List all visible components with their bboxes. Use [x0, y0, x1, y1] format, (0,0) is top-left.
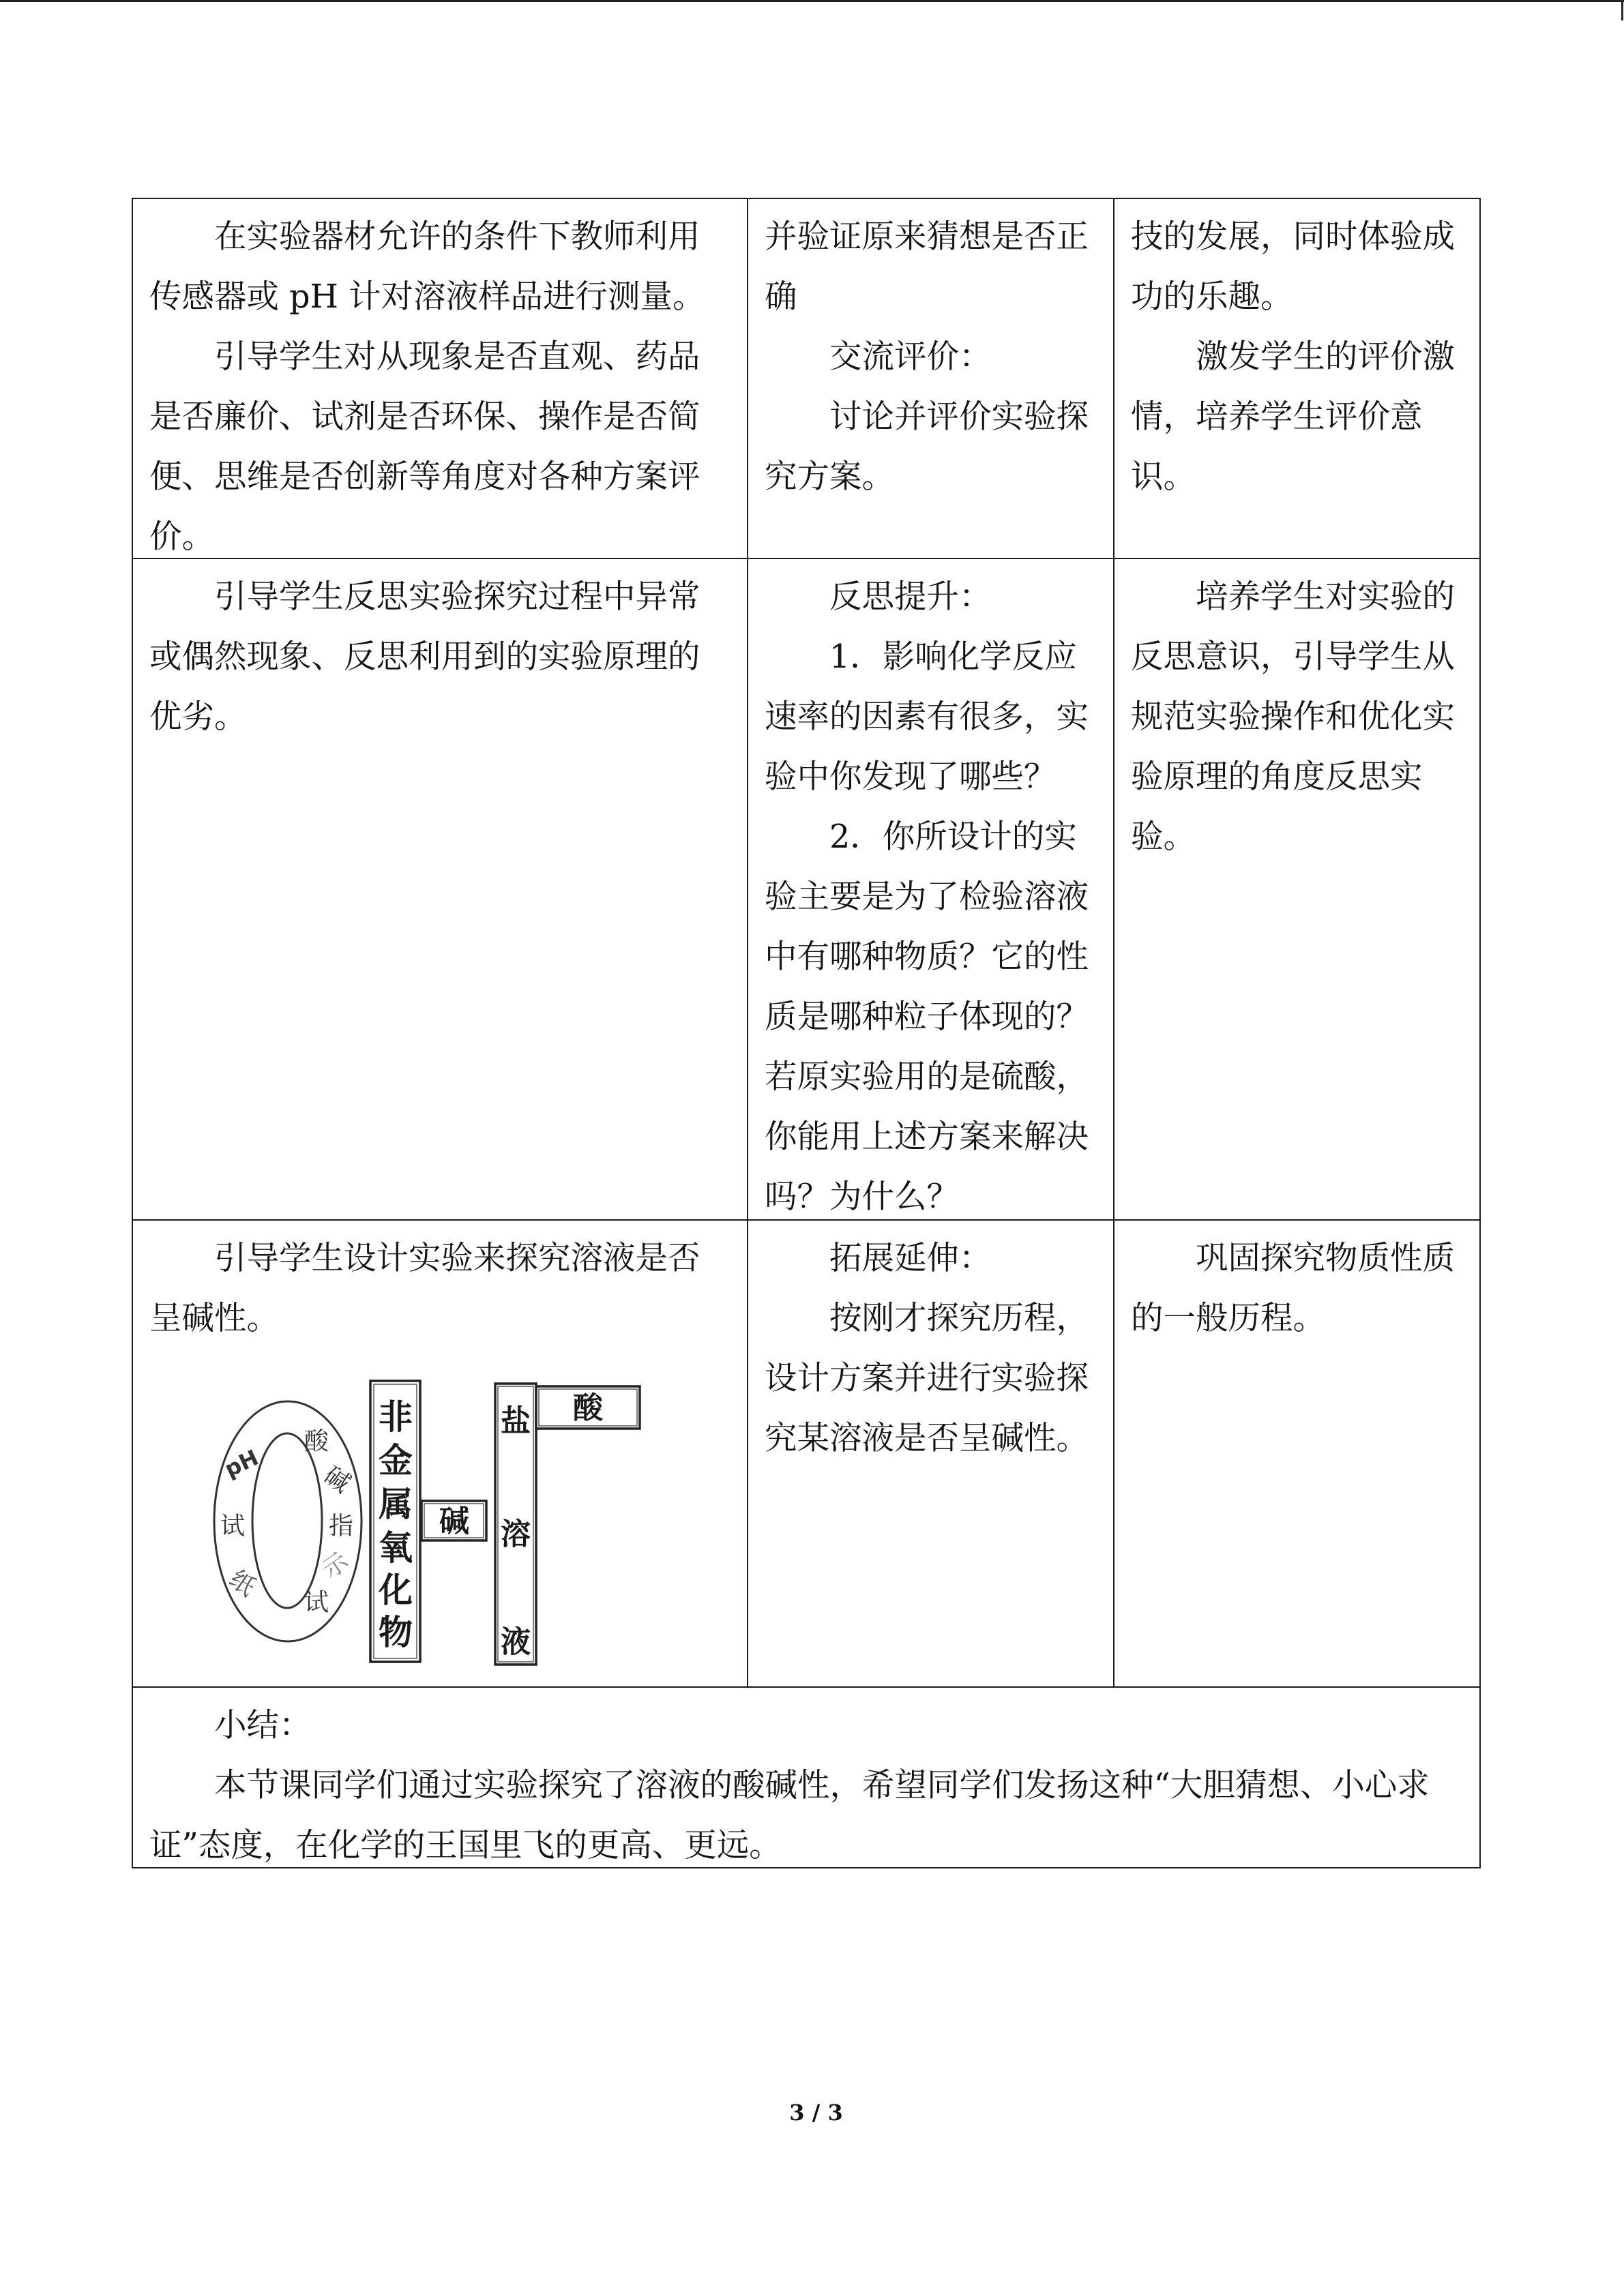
page-edge-corner-line	[1621, 0, 1623, 20]
teacher-activity-line: 是否廉价、试剂是否环保、操作是否简	[149, 398, 700, 436]
nonmetal-oxide-char: 属	[379, 1485, 413, 1524]
student-activity-line: 质是哪种粒子体现的？	[765, 998, 1089, 1036]
row-2-student-activity-cell	[747, 558, 1114, 1221]
student-activity-line: 2．你所设计的实	[829, 818, 1077, 856]
page-edge-line	[0, 0, 1624, 2]
teacher-activity-line: 传感器或 pH 计对溶液样品进行测量。	[149, 278, 705, 316]
ring-label-right: 酸	[304, 1427, 329, 1456]
teacher-activity-line: 引导学生反思实验探究过程中异常	[214, 578, 700, 616]
row-3-student-activity-cell	[747, 1219, 1114, 1688]
row-3-design-intent-cell	[1113, 1219, 1481, 1688]
nonmetal-oxide-char: 非	[379, 1397, 413, 1437]
ring-label-right: 指	[328, 1512, 354, 1540]
student-activity-line: 确	[765, 278, 797, 316]
ring-label-left: pH	[220, 1444, 263, 1482]
teacher-activity-line: 引导学生对从现象是否直观、药品	[214, 338, 700, 376]
teacher-activity-line: 或偶然现象、反思利用到的实验原理的	[149, 638, 700, 676]
acid-label: 酸	[573, 1390, 603, 1426]
row-2-teacher-activity-cell	[132, 558, 748, 1221]
salt-solution-char: 盐	[501, 1403, 531, 1439]
summary-line: 证”态度，在化学的王国里飞的更高、更远。	[149, 1827, 782, 1864]
design-intent-line: 的一般历程。	[1131, 1300, 1325, 1337]
design-intent-line: 培养学生对实验的	[1196, 578, 1455, 616]
student-activity-line: 并验证原来猜想是否正	[765, 218, 1089, 256]
student-activity-line: 讨论并评价实验探	[829, 398, 1089, 436]
row-1-design-intent-cell	[1113, 198, 1481, 559]
student-activity-heading: 反思提升：	[829, 578, 992, 616]
student-activity-line: 验主要是为了检验溶液	[765, 878, 1089, 916]
design-intent-line: 情，培养学生评价意	[1131, 398, 1423, 436]
student-activity-line: 设计方案并进行实验探	[765, 1360, 1089, 1397]
teacher-activity-line: 优劣。	[149, 698, 247, 736]
nonmetal-oxide-char: 氧	[379, 1528, 413, 1568]
nonmetal-oxide-char: 金	[379, 1441, 413, 1480]
student-activity-line: 吗？为什么？	[765, 1178, 959, 1216]
summary-line: 本节课同学们通过实验探究了溶液的酸碱性，希望同学们发扬这种“大胆猜想、小心求	[214, 1767, 1430, 1804]
design-intent-line: 巩固探究物质性质	[1196, 1240, 1455, 1277]
teacher-activity-line: 引导学生设计实验来探究溶液是否	[214, 1240, 700, 1277]
design-intent-line: 技的发展，同时体验成	[1131, 218, 1455, 256]
student-activity-line: 若原实验用的是硫酸，	[765, 1058, 1089, 1096]
teacher-activity-line: 便、思维是否创新等角度对各种方案评	[149, 458, 700, 496]
base-label: 碱	[439, 1504, 469, 1539]
indicator-ring-inner	[252, 1433, 322, 1608]
student-activity-line: 你能用上述方案来解决	[765, 1118, 1089, 1156]
design-intent-line: 识。	[1131, 458, 1196, 496]
student-activity-line: 验中你发现了哪些？	[765, 758, 1057, 796]
design-intent-line: 激发学生的评价激	[1196, 338, 1455, 376]
row-1-teacher-activity-cell	[132, 198, 748, 559]
student-activity-line: 中有哪种物质？它的性	[765, 938, 1089, 976]
teacher-activity-line: 在实验器材允许的条件下教师利用	[214, 218, 700, 256]
student-activity-heading: 拓展延伸：	[829, 1240, 992, 1277]
design-intent-line: 验。	[1131, 818, 1196, 856]
teacher-activity-line: 价。	[149, 518, 214, 556]
design-intent-line: 反思意识，引导学生从	[1131, 638, 1455, 676]
salt-solution-char: 液	[501, 1624, 531, 1660]
page-number: 3 / 3	[789, 2100, 843, 2126]
design-intent-line: 验原理的角度反思实	[1131, 758, 1423, 796]
ring-label-right: 示	[317, 1547, 354, 1585]
student-activity-line: 究某溶液是否呈碱性。	[765, 1420, 1089, 1457]
ring-label-right: 碱	[319, 1461, 355, 1499]
student-activity-line: 究方案。	[765, 458, 894, 496]
nonmetal-oxide-char: 化	[379, 1570, 413, 1610]
row-2-design-intent-cell	[1113, 558, 1481, 1221]
student-activity-line: 按刚才探究历程，	[829, 1300, 1089, 1337]
salt-solution-char: 溶	[501, 1517, 531, 1552]
ring-label-right: 试	[304, 1588, 329, 1617]
student-activity-line: 速率的因素有很多，实	[765, 698, 1089, 736]
teacher-activity-line: 呈碱性。	[149, 1300, 279, 1337]
design-intent-line: 规范实验操作和优化实	[1131, 698, 1455, 736]
ring-label-left: 试	[220, 1512, 246, 1540]
ring-label-left: 纸	[224, 1564, 261, 1602]
row-1-student-activity-cell	[747, 198, 1114, 559]
summary-cell	[132, 1686, 1481, 1868]
summary-heading: 小结：	[214, 1707, 312, 1744]
acid-base-property-diagram	[198, 1371, 662, 1678]
student-activity-line: 1．影响化学反应	[829, 638, 1077, 676]
nonmetal-oxide-char: 物	[379, 1613, 413, 1652]
student-activity-heading: 交流评价：	[829, 338, 992, 376]
design-intent-line: 功的乐趣。	[1131, 278, 1293, 316]
